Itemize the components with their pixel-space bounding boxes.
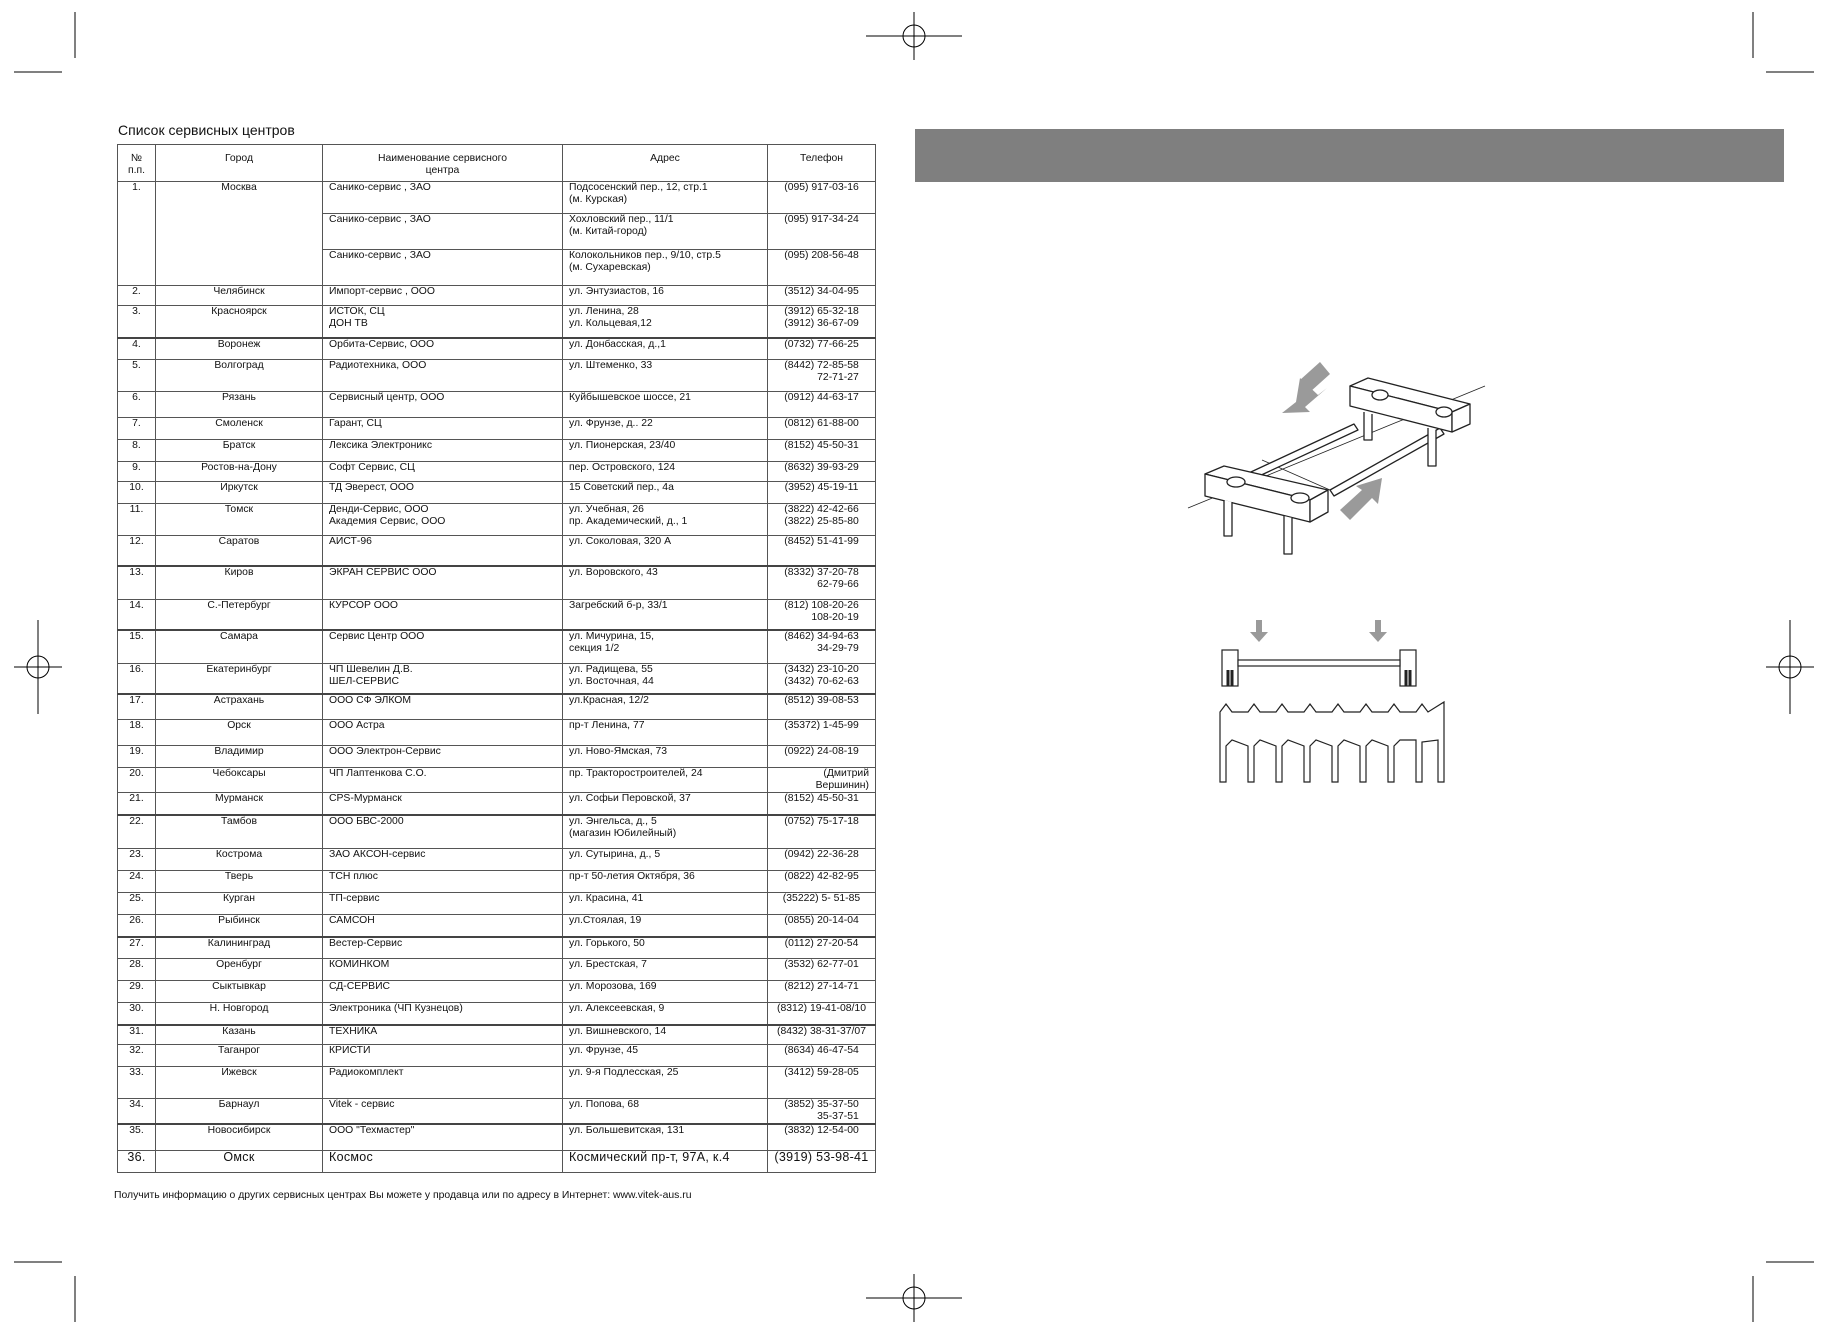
- cell-num: 1.: [118, 182, 156, 286]
- cell-city: Орск: [156, 720, 323, 746]
- cell-city: Тамбов: [156, 815, 323, 849]
- cell-address: 15 Советский пер., 4а: [563, 482, 768, 504]
- cell-city: Москва: [156, 182, 323, 286]
- column-header-name: Наименование сервисного центра: [323, 145, 563, 182]
- cell-address: пр-т Ленина, 77: [563, 720, 768, 746]
- cell-address: ул. Большевитская, 131: [563, 1124, 768, 1150]
- phone-text: (8152) 45-50-31: [784, 440, 859, 451]
- cell-name: СД-СЕРВИС: [323, 981, 563, 1003]
- phone-text: (35222) 5- 51-85: [782, 893, 861, 904]
- phone-text: (8212) 27-14-71: [784, 981, 859, 992]
- phone-text: (35372) 1-45-99: [784, 720, 859, 731]
- column-header-address: Адрес: [563, 145, 768, 182]
- cell-name: ЗАО АКСОН-сервис: [323, 849, 563, 871]
- phone-text: (0752) 75-17-18: [784, 815, 859, 827]
- cell-city: Новосибирск: [156, 1124, 323, 1150]
- phone-text: (3832) 12-54-00: [784, 1125, 859, 1136]
- cell-name: ТЕХНИКА: [323, 1025, 563, 1045]
- cell-address: Космический пр-т, 97А, к.4: [563, 1150, 768, 1172]
- cell-num: 17.: [118, 694, 156, 720]
- phone-text: (8312) 19-41-08/10: [777, 1003, 866, 1014]
- phone-text: (812) 108-20-26 108-20-19: [784, 600, 859, 623]
- phone-text: (8332) 37-20-78 62-79-66: [784, 566, 859, 590]
- phone-text: (0855) 20-14-04: [784, 915, 859, 926]
- cell-num: 10.: [118, 482, 156, 504]
- cell-num: 11.: [118, 504, 156, 536]
- cell-address: ул. Софьи Перовской, 37: [563, 793, 768, 815]
- cell-num: 7.: [118, 418, 156, 440]
- cell-address: ул. Сутырина, д., 5: [563, 849, 768, 871]
- cell-num: 4.: [118, 338, 156, 360]
- cell-address: ул. Ново-Ямская, 73: [563, 746, 768, 768]
- cell-num: 2.: [118, 286, 156, 306]
- cell-city: Чебоксары: [156, 768, 323, 793]
- cell-city: Тверь: [156, 871, 323, 893]
- cell-city: Томск: [156, 504, 323, 536]
- cell-num: 16.: [118, 664, 156, 694]
- cell-num: 3.: [118, 306, 156, 338]
- cell-num: 21.: [118, 793, 156, 815]
- cell-num: 33.: [118, 1067, 156, 1099]
- cell-name: Санико-сервис , ЗАО: [323, 250, 563, 286]
- cell-name: ООО Электрон-Сервис: [323, 746, 563, 768]
- cell-address: пер. Островского, 124: [563, 462, 768, 482]
- cell-address: Хохловский пер., 11/1 (м. Китай-город): [563, 214, 768, 250]
- phone-text: (0732) 77-66-25: [784, 338, 859, 350]
- cell-city: Челябинск: [156, 286, 323, 306]
- cell-name: ТСН плюс: [323, 871, 563, 893]
- cell-address: ул. Донбасская, д.,1: [563, 338, 768, 360]
- cell-num: 23.: [118, 849, 156, 871]
- cell-name: CPS-Мурманск: [323, 793, 563, 815]
- cell-num: 29.: [118, 981, 156, 1003]
- phone-text: (8462) 34-94-63 34-29-79: [784, 630, 859, 654]
- cell-city: Киров: [156, 566, 323, 600]
- cell-address: ул. Алексеевская, 9: [563, 1003, 768, 1025]
- cell-name: САМСОН: [323, 915, 563, 937]
- cell-address: пр. Тракторостроителей, 24: [563, 768, 768, 793]
- cell-address: Загребский б-р, 33/1: [563, 600, 768, 630]
- cell-address: ул.Красная, 12/2: [563, 694, 768, 720]
- cell-address: ул. Энтузиастов, 16: [563, 286, 768, 306]
- cell-city: Таганрог: [156, 1045, 323, 1067]
- cell-name: ООО СФ ЭЛКОМ: [323, 694, 563, 720]
- cell-address: ул. Учебная, 26 пр. Академический, д., 1: [563, 504, 768, 536]
- cell-address: ул. Мичурина, 15, секция 1/2: [563, 630, 768, 664]
- cell-name: ЧП Лаптенкова С.О.: [323, 768, 563, 793]
- cell-name: КОМИНКОМ: [323, 959, 563, 981]
- phone-text: (095) 208-56-48: [784, 250, 859, 261]
- cell-city: С.-Петербург: [156, 600, 323, 630]
- cell-name: КУРСОР ООО: [323, 600, 563, 630]
- column-header-city: Город: [156, 145, 323, 182]
- cell-address: ул. Пионерская, 23/40: [563, 440, 768, 462]
- cell-address: пр-т 50-летия Октября, 36: [563, 871, 768, 893]
- phone-text: (3512) 34-04-95: [784, 286, 859, 297]
- cell-city: Саратов: [156, 536, 323, 566]
- cell-name: ЧП Шевелин Д.В. ШЕЛ-СЕРВИС: [323, 664, 563, 694]
- cell-num: 35.: [118, 1124, 156, 1150]
- cell-num: 24.: [118, 871, 156, 893]
- cell-address: ул. Попова, 68: [563, 1099, 768, 1125]
- cell-city: Сыктывкар: [156, 981, 323, 1003]
- cell-address: ул. Брестская, 7: [563, 959, 768, 981]
- cell-name: ТП-сервис: [323, 893, 563, 915]
- cell-num: 18.: [118, 720, 156, 746]
- cell-name: Денди-Сервис, ООО Академия Сервис, ООО: [323, 504, 563, 536]
- phone-text: (8452) 51-41-99: [784, 536, 859, 547]
- cell-name: Электроника (ЧП Кузнецов): [323, 1003, 563, 1025]
- cell-num: 9.: [118, 462, 156, 482]
- phone-text: (8442) 72-85-58 72-71-27: [784, 360, 859, 383]
- phone-text: (3952) 45-19-11: [784, 482, 859, 493]
- cell-city: Рыбинск: [156, 915, 323, 937]
- cell-address: ул. Вишневского, 14: [563, 1025, 768, 1045]
- cell-city: Братск: [156, 440, 323, 462]
- column-header-num: № п.п.: [118, 145, 156, 182]
- phone-text: (Дмитрий Вершинин): [815, 768, 869, 791]
- cell-address: Подсосенский пер., 12, стр.1 (м. Курская): [563, 182, 768, 214]
- cell-address: ул. Морозова, 169: [563, 981, 768, 1003]
- cell-name: Гарант, СЦ: [323, 418, 563, 440]
- cell-num: 20.: [118, 768, 156, 793]
- phone-text: (3432) 23-10-20 (3432) 70-62-63: [784, 664, 859, 687]
- cell-city: Н. Новгород: [156, 1003, 323, 1025]
- exploded-view-drawing: [1188, 378, 1485, 554]
- cell-num: 32.: [118, 1045, 156, 1067]
- cell-num: 28.: [118, 959, 156, 981]
- cell-city: Астрахань: [156, 694, 323, 720]
- cell-name: Софт Сервис, СЦ: [323, 462, 563, 482]
- phone-text: (8432) 38-31-37/07: [777, 1025, 866, 1037]
- cell-num: 5.: [118, 360, 156, 392]
- page-title: Список сервисных центров: [118, 122, 295, 138]
- cell-name: Космос: [323, 1150, 563, 1172]
- cell-city: Кострома: [156, 849, 323, 871]
- cell-name: ТД Эверест, ООО: [323, 482, 563, 504]
- cell-name: Сервис Центр ООО: [323, 630, 563, 664]
- phone-text: (0112) 27-20-54: [784, 937, 859, 949]
- cell-num: 19.: [118, 746, 156, 768]
- phone-text: (0922) 24-08-19: [784, 746, 859, 757]
- cell-num: 15.: [118, 630, 156, 664]
- phone-text: (0942) 22-36-28: [784, 849, 859, 860]
- cell-num: 27.: [118, 937, 156, 959]
- cell-name: Лексика Электроникс: [323, 440, 563, 462]
- cell-city: Ростов-на-Дону: [156, 462, 323, 482]
- cell-city: Калининград: [156, 937, 323, 959]
- cell-name: ООО БВС-2000: [323, 815, 563, 849]
- cell-city: Иркутск: [156, 482, 323, 504]
- cell-city: Екатеринбург: [156, 664, 323, 694]
- cell-name: ЭКРАН СЕРВИС ООО: [323, 566, 563, 600]
- cell-city: Рязань: [156, 392, 323, 418]
- cell-address: ул. Фрунзе, д.. 22: [563, 418, 768, 440]
- phone-text: (3919) 53-98-41: [774, 1149, 869, 1164]
- cell-address: ул. Воровского, 43: [563, 566, 768, 600]
- cell-num: 6.: [118, 392, 156, 418]
- cell-city: Курган: [156, 893, 323, 915]
- cell-num: 12.: [118, 536, 156, 566]
- phone-text: (8512) 39-08-53: [784, 694, 859, 706]
- phone-text: (3532) 62-77-01: [784, 959, 859, 970]
- cell-city: Волгоград: [156, 360, 323, 392]
- cell-address: ул. Штеменко, 33: [563, 360, 768, 392]
- cell-name: Санико-сервис , ЗАО: [323, 214, 563, 250]
- cell-name: КРИСТИ: [323, 1045, 563, 1067]
- cell-city: Воронеж: [156, 338, 323, 360]
- cell-num: 26.: [118, 915, 156, 937]
- cell-name: Радиокомплект: [323, 1067, 563, 1099]
- phone-text: (3852) 35-37-50 35-37-51: [784, 1099, 859, 1122]
- phone-text: (8152) 45-50-31: [784, 793, 859, 804]
- cell-num: 22.: [118, 815, 156, 849]
- cell-num: 8.: [118, 440, 156, 462]
- cell-name: Сервисный центр, ООО: [323, 392, 563, 418]
- cell-address: Колокольников пер., 9/10, стр.5 (м. Сухаревская): [563, 250, 768, 286]
- cell-city: Ижевск: [156, 1067, 323, 1099]
- cell-city: Красноярск: [156, 306, 323, 338]
- cell-city: Самара: [156, 630, 323, 664]
- cell-address: ул. 9-я Подлесская, 25: [563, 1067, 768, 1099]
- cell-name: АИСТ-96: [323, 536, 563, 566]
- cell-city: Мурманск: [156, 793, 323, 815]
- cell-num: 30.: [118, 1003, 156, 1025]
- cell-name: Вестер-Сервис: [323, 937, 563, 959]
- cell-address: ул. Радищева, 55 ул. Восточная, 44: [563, 664, 768, 694]
- cell-city: Омск: [156, 1150, 323, 1172]
- cell-city: Оренбург: [156, 959, 323, 981]
- phone-text: (8632) 39-93-29: [784, 462, 859, 473]
- phone-text: (3412) 59-28-05: [784, 1067, 859, 1078]
- cell-name: Санико-сервис , ЗАО: [323, 182, 563, 214]
- cell-name: ИСТОК, СЦ ДОН ТВ: [323, 306, 563, 338]
- cell-city: Владимир: [156, 746, 323, 768]
- phone-text: (095) 917-03-16: [784, 182, 859, 193]
- cell-address: Куйбышевское шоссе, 21: [563, 392, 768, 418]
- cell-address: ул.Стоялая, 19: [563, 915, 768, 937]
- phone-text: (0822) 42-82-95: [784, 871, 859, 882]
- cell-city: Казань: [156, 1025, 323, 1045]
- phone-text: (3822) 42-42-66 (3822) 25-85-80: [784, 504, 859, 527]
- cell-name: Vitek - сервис: [323, 1099, 563, 1125]
- cell-address: ул. Горького, 50: [563, 937, 768, 959]
- cell-address: ул. Красина, 41: [563, 893, 768, 915]
- column-header-phone: Телефон: [768, 145, 876, 182]
- cell-address: ул. Фрунзе, 45: [563, 1045, 768, 1067]
- cell-city: Смоленск: [156, 418, 323, 440]
- phone-text: (095) 917-34-24: [784, 214, 859, 225]
- phone-text: (3912) 65-32-18 (3912) 36-67-09: [784, 306, 859, 329]
- cell-address: ул. Соколовая, 320 А: [563, 536, 768, 566]
- cell-num: 36.: [118, 1150, 156, 1172]
- footer-note: Получить информацию о других сервисных центрах Вы можете у продавца или по адресу в Интернет: www.vitek-aus.ru: [114, 1190, 692, 1201]
- cell-num: 34.: [118, 1099, 156, 1125]
- cell-name: Орбита-Сервис, ООО: [323, 338, 563, 360]
- phone-text: (8634) 46-47-54: [784, 1045, 859, 1056]
- cell-num: 25.: [118, 893, 156, 915]
- cell-city: Барнаул: [156, 1099, 323, 1125]
- cell-address: ул. Ленина, 28 ул. Кольцевая,12: [563, 306, 768, 338]
- cell-name: ООО Астра: [323, 720, 563, 746]
- cell-name: ООО "Техмастер": [323, 1124, 563, 1150]
- cell-num: 13.: [118, 566, 156, 600]
- phone-text: (0912) 44-63-17: [784, 392, 859, 403]
- cell-name: Радиотехника, ООО: [323, 360, 563, 392]
- phone-text: (0812) 61-88-00: [784, 418, 859, 429]
- side-view-drawing: [1220, 620, 1444, 782]
- cell-name: Импорт-сервис , ООО: [323, 286, 563, 306]
- cell-address: ул. Энгельса, д., 5 (магазин Юбилейный): [563, 815, 768, 849]
- cell-num: 14.: [118, 600, 156, 630]
- cell-num: 31.: [118, 1025, 156, 1045]
